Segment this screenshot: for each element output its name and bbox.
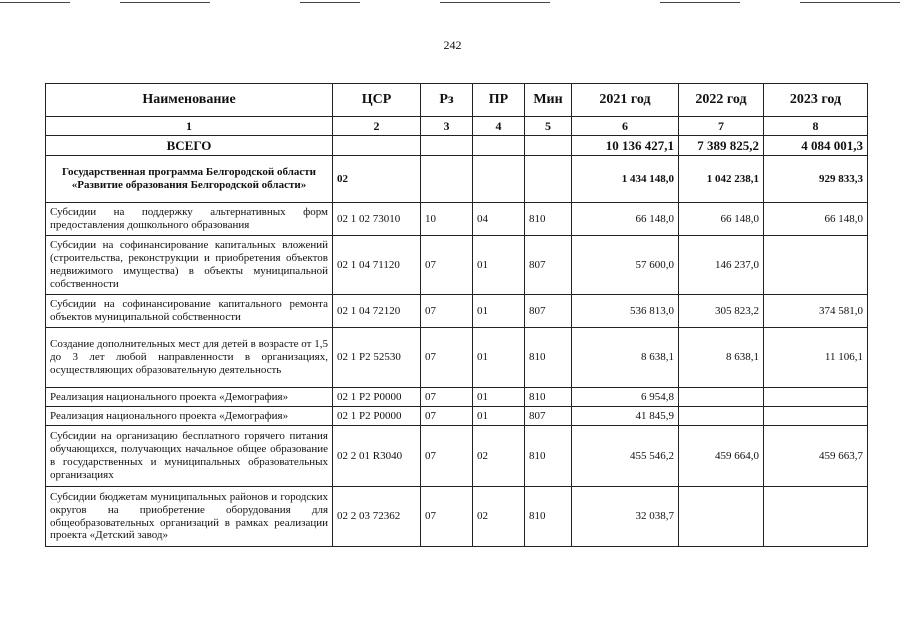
program-csr: 02: [333, 156, 421, 203]
header-name: Наименование: [46, 84, 333, 117]
row-rz: 10: [421, 203, 473, 236]
row-csr: 02 2 01 R3040: [333, 426, 421, 487]
column-number: 4: [473, 117, 525, 136]
row-min: 810: [525, 426, 572, 487]
row-name: Реализация национального проекта «Демография»: [46, 388, 333, 407]
row-2022: [679, 407, 764, 426]
top-rule: [120, 2, 210, 3]
row-min: 810: [525, 328, 572, 388]
table-cell: [473, 136, 525, 156]
header-min: Мин: [525, 84, 572, 117]
row-2022: [679, 487, 764, 547]
row-2023: [764, 236, 868, 295]
top-rule: [660, 2, 740, 3]
table-row: [46, 426, 868, 487]
row-2021: 536 813,0: [572, 295, 679, 328]
row-name: Создание дополнительных мест для детей в возрасте от 1,5 до 3 лет любой направленности в организациях, осуществляющих образовательную деятельность: [46, 328, 333, 388]
row-2023: 11 106,1: [764, 328, 868, 388]
table-row: [46, 295, 868, 328]
row-pr: 02: [473, 426, 525, 487]
header-row: [46, 84, 868, 117]
row-2021: 32 038,7: [572, 487, 679, 547]
total-2021: 10 136 427,1: [572, 136, 679, 156]
program-2021: 1 434 148,0: [572, 156, 679, 203]
total-2023: 4 084 001,3: [764, 136, 868, 156]
row-rz: 07: [421, 328, 473, 388]
row-pr: 01: [473, 407, 525, 426]
column-number: 3: [421, 117, 473, 136]
program-name: Государственная программа Белгородской области «Развитие образования Белгородской области»: [46, 156, 333, 203]
header-2022: 2022 год: [679, 84, 764, 117]
total-row: [46, 136, 868, 156]
table-cell: [525, 136, 572, 156]
row-min: 807: [525, 295, 572, 328]
row-min: 807: [525, 407, 572, 426]
table-cell: [421, 156, 473, 203]
header-csr: ЦСР: [333, 84, 421, 117]
row-csr: 02 1 04 72120: [333, 295, 421, 328]
row-pr: 02: [473, 487, 525, 547]
row-name: Субсидии бюджетам муниципальных районов и городских округов на приобретение оборудования для общеобразовательных организаций в рамках реализации проекта «Детский завод»: [46, 487, 333, 547]
column-number-row: [46, 117, 868, 136]
row-rz: 07: [421, 407, 473, 426]
row-csr: 02 1 P2 P0000: [333, 388, 421, 407]
row-2022: 459 664,0: [679, 426, 764, 487]
top-rule: [300, 2, 360, 3]
column-number: 1: [46, 117, 333, 136]
budget-table: [45, 83, 868, 547]
row-2023: [764, 487, 868, 547]
table-cell: [421, 136, 473, 156]
table-row: [46, 487, 868, 547]
program-2023: 929 833,3: [764, 156, 868, 203]
header-pr: ПР: [473, 84, 525, 117]
program-2022: 1 042 238,1: [679, 156, 764, 203]
row-min: 810: [525, 388, 572, 407]
row-min: 810: [525, 203, 572, 236]
row-csr: 02 1 02 73010: [333, 203, 421, 236]
column-number: 5: [525, 117, 572, 136]
table-cell: [473, 156, 525, 203]
row-min: 810: [525, 487, 572, 547]
row-name: Субсидии на организацию бесплатного горячего питания обучающихся, получающих начальное общее образование в государственных и муниципальных образовательных организациях: [46, 426, 333, 487]
row-2021: 6 954,8: [572, 388, 679, 407]
row-2023: 374 581,0: [764, 295, 868, 328]
program-row: [46, 156, 868, 203]
row-csr: 02 2 03 72362: [333, 487, 421, 547]
column-number: 7: [679, 117, 764, 136]
row-2021: 41 845,9: [572, 407, 679, 426]
header-2023: 2023 год: [764, 84, 868, 117]
column-number: 6: [572, 117, 679, 136]
header-rz: Рз: [421, 84, 473, 117]
top-rule: [0, 2, 70, 3]
page-number: 242: [443, 38, 462, 52]
row-2021: 57 600,0: [572, 236, 679, 295]
total-2022: 7 389 825,2: [679, 136, 764, 156]
top-rule: [800, 2, 900, 3]
table-row: [46, 236, 868, 295]
row-rz: 07: [421, 295, 473, 328]
row-rz: 07: [421, 426, 473, 487]
row-2023: [764, 407, 868, 426]
row-2022: 305 823,2: [679, 295, 764, 328]
row-2023: 66 148,0: [764, 203, 868, 236]
row-min: 807: [525, 236, 572, 295]
row-2021: 8 638,1: [572, 328, 679, 388]
header-2021: 2021 год: [572, 84, 679, 117]
row-name: Реализация национального проекта «Демография»: [46, 407, 333, 426]
row-csr: 02 1 04 71120: [333, 236, 421, 295]
table-row: [46, 388, 868, 407]
column-number: 8: [764, 117, 868, 136]
row-2022: 66 148,0: [679, 203, 764, 236]
row-pr: 01: [473, 236, 525, 295]
row-rz: 07: [421, 236, 473, 295]
table-row: [46, 328, 868, 388]
column-number: 2: [333, 117, 421, 136]
row-rz: 07: [421, 487, 473, 547]
row-pr: 01: [473, 295, 525, 328]
row-name: Субсидии на софинансирование капитального ремонта объектов муниципальной собственности: [46, 295, 333, 328]
row-2022: 8 638,1: [679, 328, 764, 388]
row-name: Субсидии на софинансирование капитальных вложений (строительства, реконструкции и приобретения объектов недвижимого имущества) в объекты муниципальной собственности: [46, 236, 333, 295]
row-csr: 02 1 P2 P0000: [333, 407, 421, 426]
row-2021: 455 546,2: [572, 426, 679, 487]
row-name: Субсидии на поддержку альтернативных форм предоставления дошкольного образования: [46, 203, 333, 236]
row-2021: 66 148,0: [572, 203, 679, 236]
row-pr: 01: [473, 328, 525, 388]
table-row: [46, 203, 868, 236]
table-cell: [525, 156, 572, 203]
row-2022: 146 237,0: [679, 236, 764, 295]
top-rule: [440, 2, 550, 3]
table-cell: [333, 136, 421, 156]
row-2022: [679, 388, 764, 407]
row-2023: 459 663,7: [764, 426, 868, 487]
row-pr: 04: [473, 203, 525, 236]
row-pr: 01: [473, 388, 525, 407]
row-rz: 07: [421, 388, 473, 407]
table-row: [46, 407, 868, 426]
row-2023: [764, 388, 868, 407]
total-label: ВСЕГО: [46, 136, 333, 156]
row-csr: 02 1 P2 52530: [333, 328, 421, 388]
